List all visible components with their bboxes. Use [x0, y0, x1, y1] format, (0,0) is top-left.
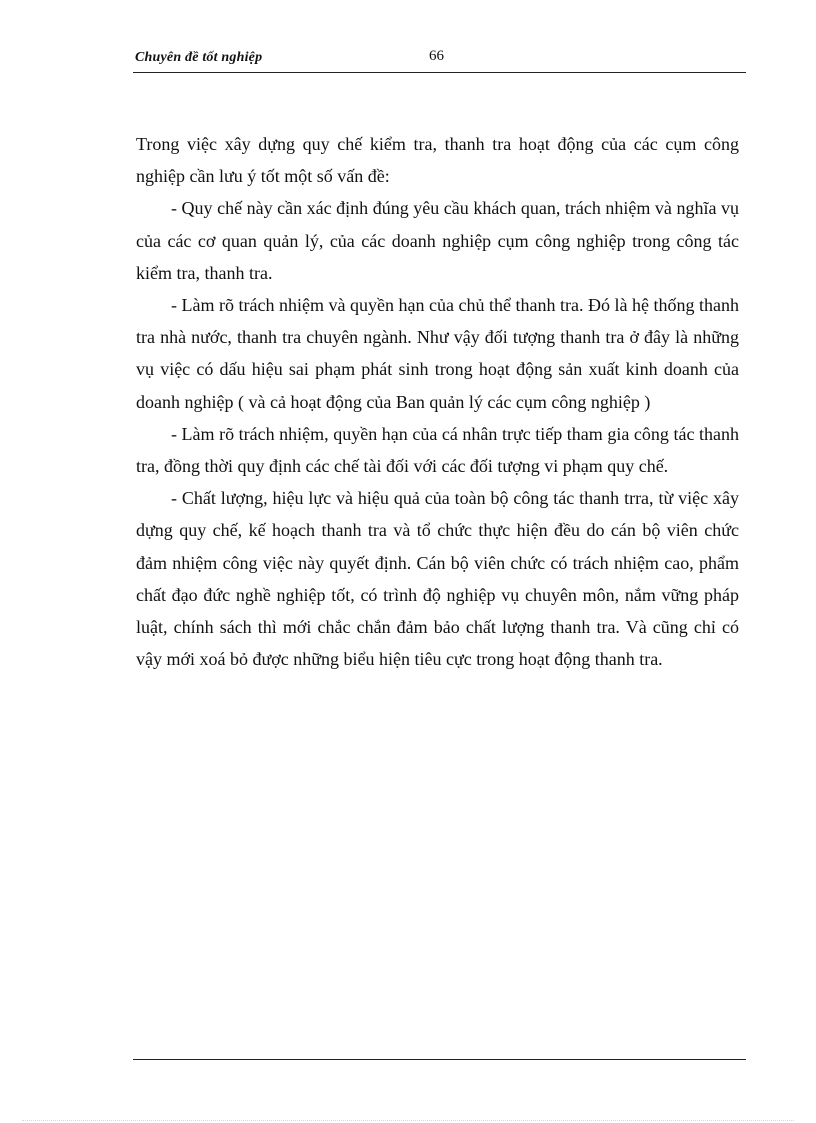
document-body	[136, 128, 739, 675]
paragraph-inspection-authority: - Làm rõ trách nhiệm và quyền hạn của chủ thể thanh tra. Đó là hệ thống thanh tra nhà nước, thanh tra chuyên ngành. Như vậy đối tượng thanh tra ở đây là những vụ việc có dấu hiệu sai phạm phát sinh trong hoạt động sản xuất kinh doanh của doanh nghiệp ( và cả hoạt động của Ban quản lý các cụm công nghiệp )	[136, 295, 739, 412]
paragraph-quality-effectiveness: - Chất lượng, hiệu lực và hiệu quả của toàn bộ công tác thanh trra, từ việc xây dựng quy chế, kế hoạch thanh tra và tổ chức thực hiện đều do cán bộ viên chức đảm nhiệm công việc này quyết định. Cán bộ viên chức có trách nhiệm cao, phẩm chất đạo đức nghề nghiệp tốt, có trình độ nghiệp vụ chuyên môn, nắm vững pháp luật, chính sách thì mới chắc chắn đảm bảo chất lượng thanh tra. Và cũng chỉ có vậy mới xoá bỏ được những biểu hiện tiêu cực trong hoạt động thanh tra.	[136, 488, 739, 670]
paragraph-regulation-requirements: - Quy chế này cần xác định đúng yêu cầu khách quan, trách nhiệm và nghĩa vụ của các cơ quan quản lý, của các doanh nghiệp cụm công nghiệp trong công tác kiểm tra, thanh tra.	[136, 198, 739, 283]
header-title: Chuyên đề tốt nghiệp	[135, 50, 263, 65]
page-header	[133, 46, 746, 73]
paragraph-individual-responsibility: - Làm rõ trách nhiệm, quyền hạn của cá nhân trực tiếp tham gia công tác thanh tra, đồng thời quy định các chế tài đối với các đối tượng vi phạm quy chế.	[136, 423, 739, 477]
page-bottom-edge	[22, 1120, 794, 1121]
page-number: 66	[429, 48, 444, 64]
footer-rule	[133, 1059, 746, 1060]
intro-paragraph: Trong việc xây dựng quy chế kiểm tra, thanh tra hoạt động của các cụm công nghiệp cần lưu ý tốt một số vấn đề:	[136, 134, 739, 187]
